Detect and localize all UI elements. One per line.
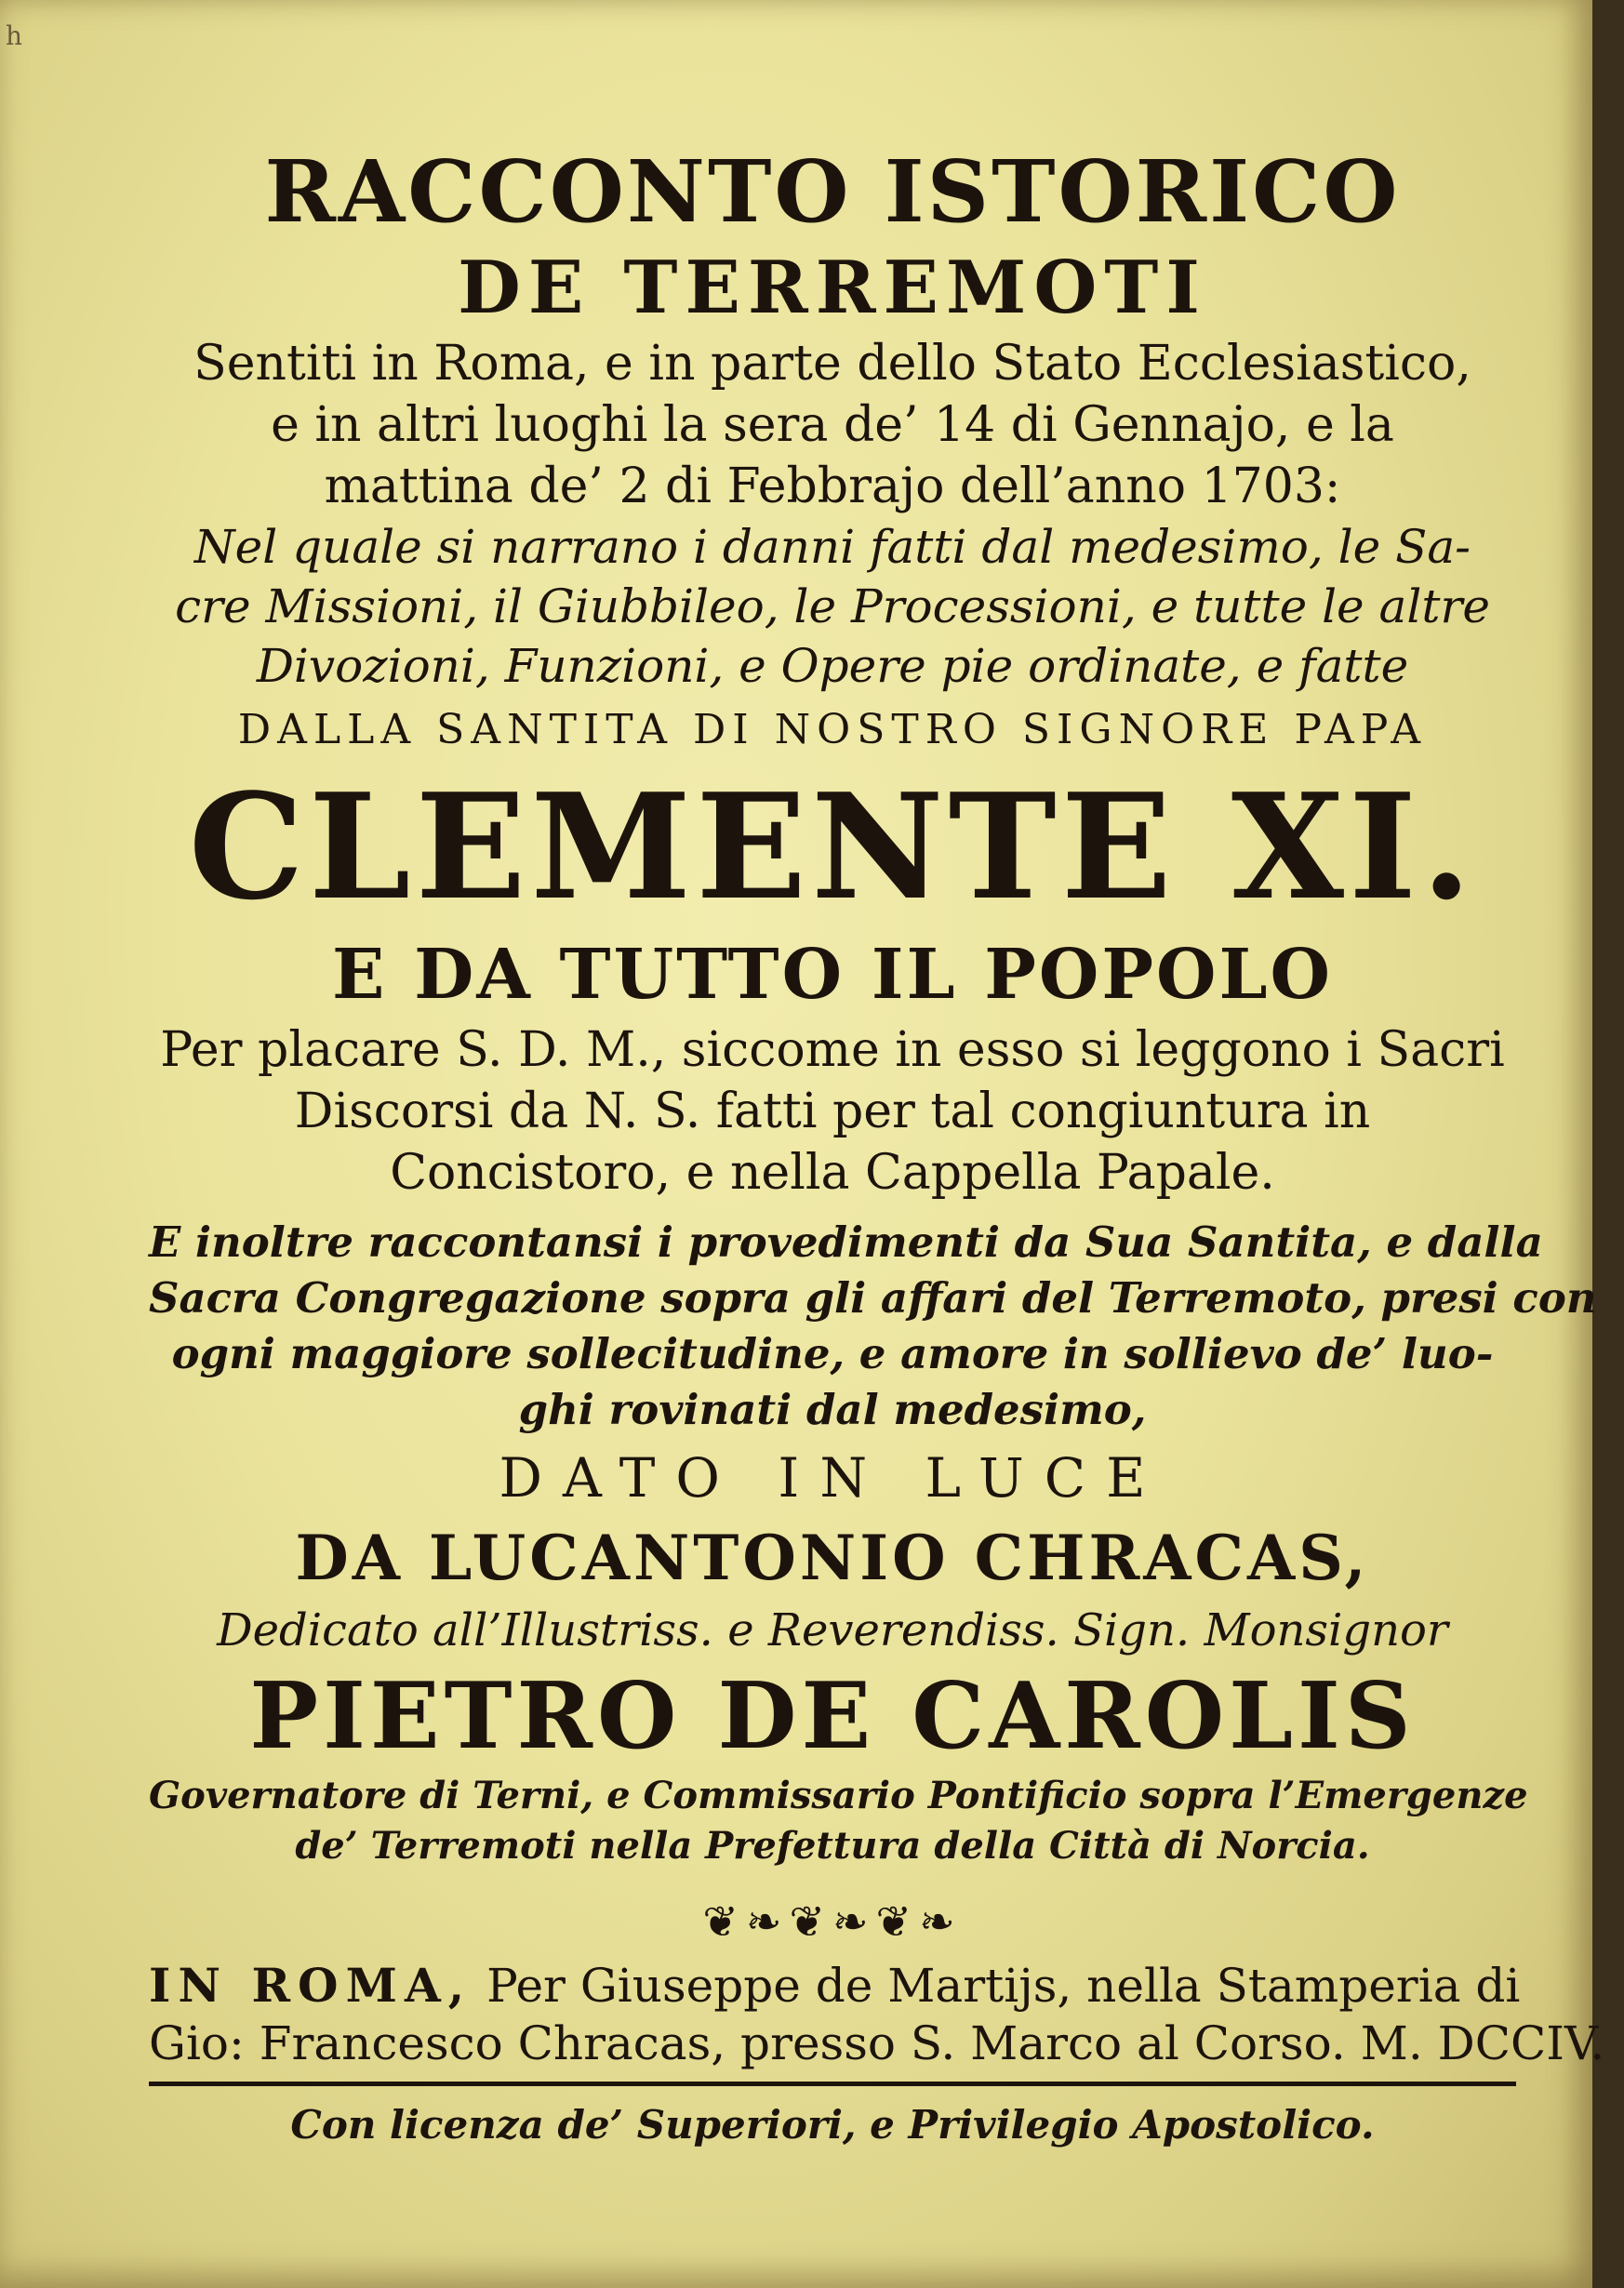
description-line: cre Missioni, il Giubbileo, le Processioni, e tutte le altre: [175, 579, 1490, 633]
imprint-publisher: Per Giuseppe de Martijs, nella Stamperia di: [486, 1959, 1521, 2013]
subtitle-block: [149, 333, 1516, 517]
license-line: Con licenza de’ Superiori, e Privilegio Apostolico.: [290, 2102, 1375, 2148]
placare-line: Discorsi da N. S. fatti per tal congiuntura in: [294, 1084, 1371, 1139]
dedicatee-name: PIETRO DE CAROLIS: [249, 1663, 1416, 1770]
imprint-block: [149, 1957, 1605, 2072]
provvedimenti-line: E inoltre raccontansi i provedimenti da Sua Santita, e dalla: [149, 1217, 1543, 1267]
main-title-line-1: RACCONTO ISTORICO: [264, 141, 1401, 242]
provvedimenti-block: [149, 1215, 1597, 1438]
santita-line: DALLA SANTITA DI NOSTRO SIGNORE PAPA: [237, 706, 1428, 753]
imprint-place: IN ROMA,: [149, 1958, 473, 2013]
provvedimenti-line: ogni maggiore sollecitudine, e amore in sollievo de’ luo-: [171, 1329, 1494, 1378]
imprint-rule: [149, 2082, 1516, 2086]
subtitle-line: Sentiti in Roma, e in parte dello Stato Ecclesiastico,: [193, 336, 1471, 392]
placare-block: [149, 1019, 1516, 1204]
governatore-block: [149, 1771, 1528, 1871]
ornament-icon: ❦❧❦❧❦❧: [702, 1896, 963, 1947]
provvedimenti-line: Sacra Congregazione sopra gli affari del Terremoto, presi con: [149, 1273, 1597, 1323]
subtitle-line: mattina de’ 2 di Febbrajo dell’anno 1703:: [324, 459, 1341, 514]
dato-in-luce: DATO IN LUCE: [499, 1446, 1166, 1510]
pope-name: CLEMENTE XI.: [188, 762, 1477, 932]
placare-line: Per placare S. D. M., siccome in esso si leggono i Sacri: [160, 1022, 1505, 1078]
governatore-line: de’ Terremoti nella Prefettura della Città di Norcia.: [295, 1824, 1370, 1868]
main-title-line-2: DE TERREMOTI: [458, 246, 1207, 330]
description-line: Nel quale si narrano i danni fatti dal medesimo, le Sa-: [193, 520, 1471, 574]
title-page-text: [149, 140, 1605, 2153]
popolo-line: E DA TUTTO IL POPOLO: [332, 935, 1333, 1015]
imprint-line-2: Gio: Francesco Chracas, presso S. Marco al Corso. M. DCCIV.: [149, 2016, 1605, 2070]
corner-pencil-mark: h: [6, 20, 23, 51]
governatore-line: Governatore di Terni, e Commissario Pontificio sopra l’Emergenze: [149, 1774, 1528, 1817]
imprint-line-1: [149, 1957, 1521, 2015]
subtitle-line: e in altri luoghi la sera de’ 14 di Gennajo, e la: [271, 397, 1394, 453]
description-block: [149, 517, 1516, 696]
dedication-line: Dedicato all’Illustriss. e Reverendiss. Sign. Monsignor: [217, 1604, 1448, 1656]
provvedimenti-line: ghi rovinati dal medesimo,: [518, 1385, 1147, 1434]
placare-line: Concistoro, e nella Cappella Papale.: [390, 1145, 1275, 1201]
description-line: Divozioni, Funzioni, e Opere pie ordinate, e fatte: [256, 639, 1409, 693]
author-line: DA LUCANTONIO CHRACAS,: [295, 1522, 1370, 1594]
